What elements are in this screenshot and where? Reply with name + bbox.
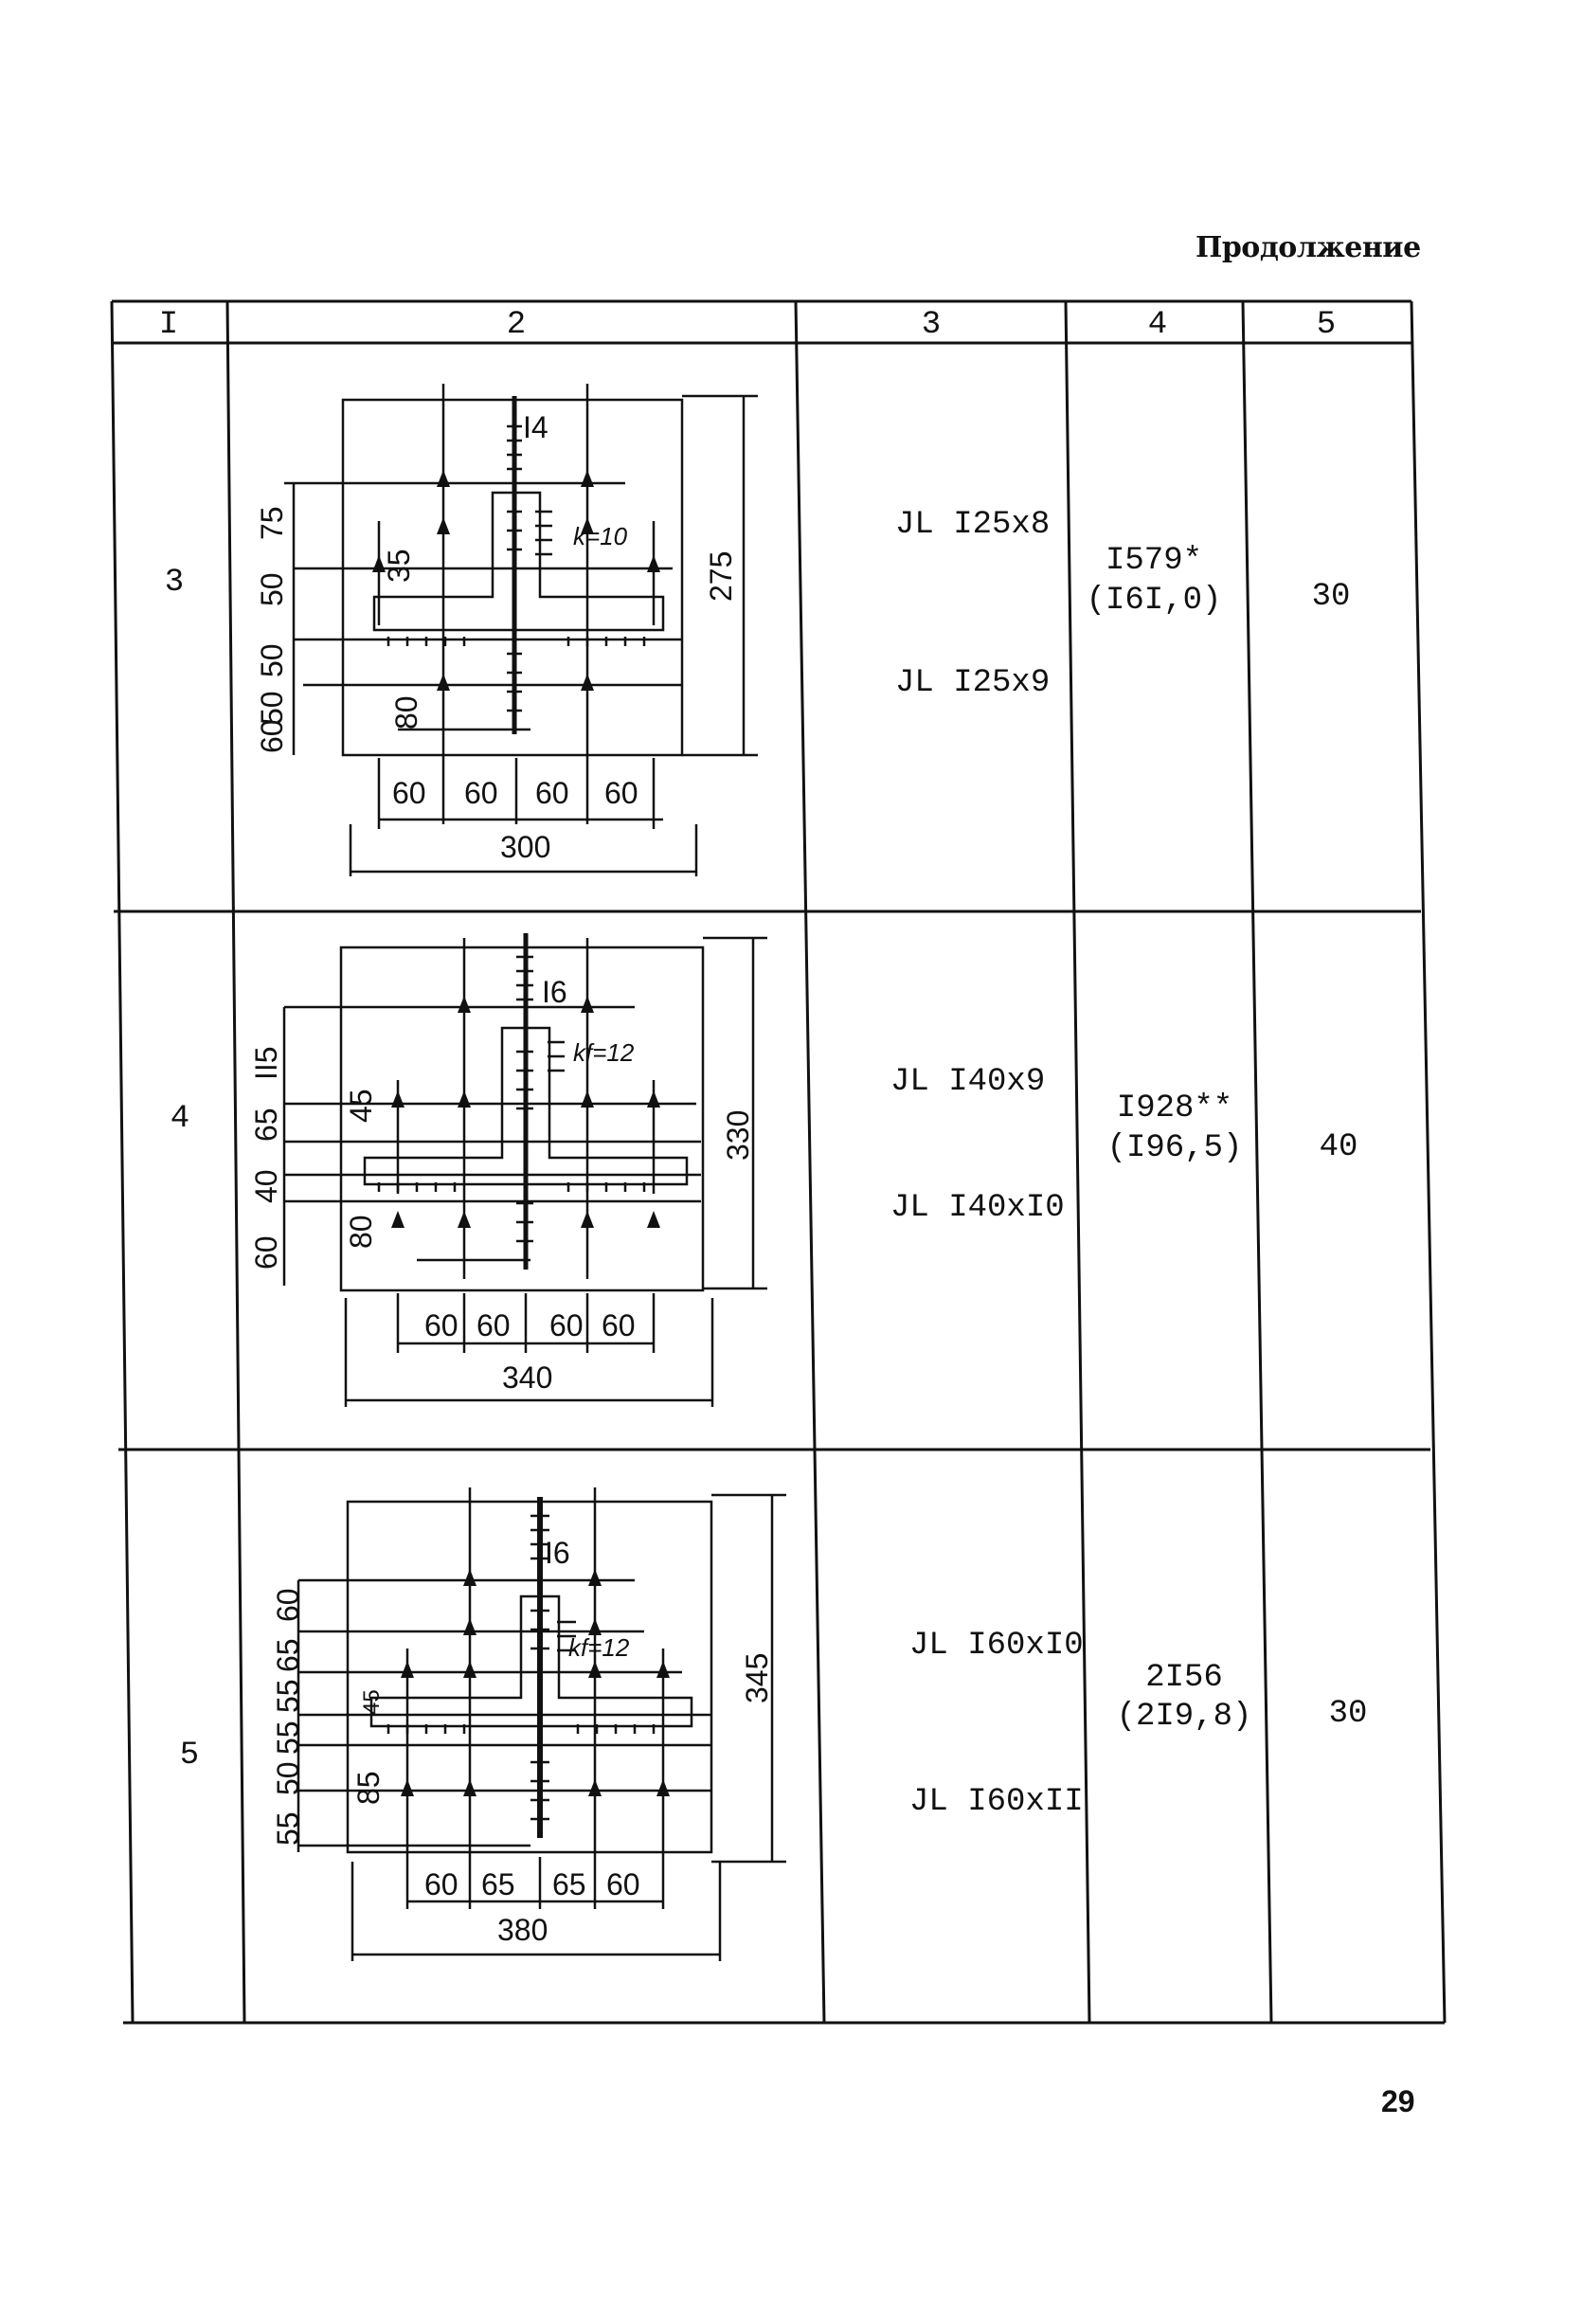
- dim-left: 65: [249, 1108, 283, 1142]
- force-sub: (2I9,8): [1116, 1699, 1252, 1735]
- dim-bottom: 60: [535, 776, 569, 810]
- dim-inner: 45: [344, 1089, 378, 1123]
- drawing-label: I6: [542, 975, 567, 1009]
- force-main: I579*: [1105, 543, 1203, 579]
- dim-left: 55: [271, 1811, 305, 1846]
- column-5-value: 30: [1328, 1696, 1368, 1732]
- column-header-2: 2: [506, 307, 527, 343]
- column-5-value: 30: [1311, 579, 1351, 615]
- dim-right: 345: [740, 1652, 774, 1703]
- weld-note: k=10: [573, 522, 628, 550]
- page-number: 29: [1381, 2084, 1415, 2118]
- dim-left: 50: [271, 1761, 305, 1795]
- continuation-label: Продолжение: [1195, 231, 1421, 264]
- dim-left: 60: [271, 1588, 305, 1622]
- dim-bottom: 60: [602, 1308, 636, 1342]
- column-header-3: 3: [921, 307, 942, 343]
- profile-a: JL I25x8: [895, 507, 1051, 543]
- force-main: I928**: [1116, 1090, 1233, 1126]
- dim-left: 55: [271, 1679, 305, 1713]
- dim-bottom: 60: [392, 776, 426, 810]
- dim-left: 60: [249, 1235, 283, 1270]
- dim-right: 275: [704, 550, 738, 602]
- dim-left: 40: [249, 1169, 283, 1203]
- dim-bottom: 60: [606, 1867, 640, 1901]
- profile-b: JL I40xI0: [890, 1190, 1065, 1226]
- weld-note: kf=12: [573, 1038, 635, 1067]
- dim-bottom: 60: [464, 776, 498, 810]
- dim-inner: 35: [382, 549, 416, 583]
- force-main: 2I56: [1145, 1660, 1223, 1696]
- profile-b: JL I25x9: [895, 665, 1051, 701]
- column-header-1: I: [158, 307, 179, 343]
- dim-bottom: 60: [476, 1308, 511, 1342]
- dim-inner: 45: [359, 1689, 385, 1715]
- column-5-value: 40: [1319, 1129, 1358, 1165]
- dim-bottom: 65: [481, 1867, 515, 1901]
- dim-total: 340: [502, 1360, 553, 1395]
- dim-left: 60: [255, 719, 289, 753]
- joint-drawing-row-5: [298, 1487, 786, 1961]
- dim-left: 55: [271, 1720, 305, 1755]
- weld-note: kf=12: [568, 1633, 630, 1662]
- dim-left: 50: [255, 691, 289, 725]
- dim-inner: 80: [344, 1215, 378, 1249]
- profile-b: JL I60xII: [909, 1784, 1084, 1820]
- joint-drawing-row-4: [284, 933, 767, 1407]
- dim-bottom: 60: [549, 1308, 584, 1342]
- column-header-4: 4: [1147, 307, 1168, 343]
- row-number: 3: [164, 565, 185, 601]
- dim-bottom: 60: [604, 776, 638, 810]
- dim-bottom: 65: [552, 1867, 586, 1901]
- row-number: 4: [170, 1101, 190, 1137]
- dim-total: 300: [500, 830, 551, 864]
- dim-right: 330: [721, 1109, 755, 1161]
- force-sub: (I96,5): [1106, 1130, 1243, 1166]
- dim-inner: 80: [389, 695, 423, 730]
- dim-inner: 85: [351, 1771, 386, 1805]
- dim-left: 50: [255, 643, 289, 677]
- column-header-5: 5: [1316, 307, 1337, 343]
- joint-drawing-row-3: [284, 384, 758, 876]
- force-sub: (I6I,0): [1086, 583, 1222, 619]
- dim-bottom: 60: [424, 1308, 458, 1342]
- profile-a: JL I60xI0: [909, 1628, 1084, 1664]
- profile-a: JL I40x9: [890, 1064, 1046, 1100]
- dim-bottom: 60: [424, 1867, 458, 1901]
- dim-left: 50: [255, 572, 289, 606]
- drawing-label: I4: [523, 410, 548, 444]
- dim-total: 380: [497, 1913, 548, 1947]
- dim-left: 75: [255, 506, 289, 540]
- dim-left: II5: [249, 1046, 283, 1080]
- row-number: 5: [179, 1738, 200, 1774]
- drawing-label: I6: [545, 1536, 570, 1570]
- dim-left: 65: [271, 1638, 305, 1672]
